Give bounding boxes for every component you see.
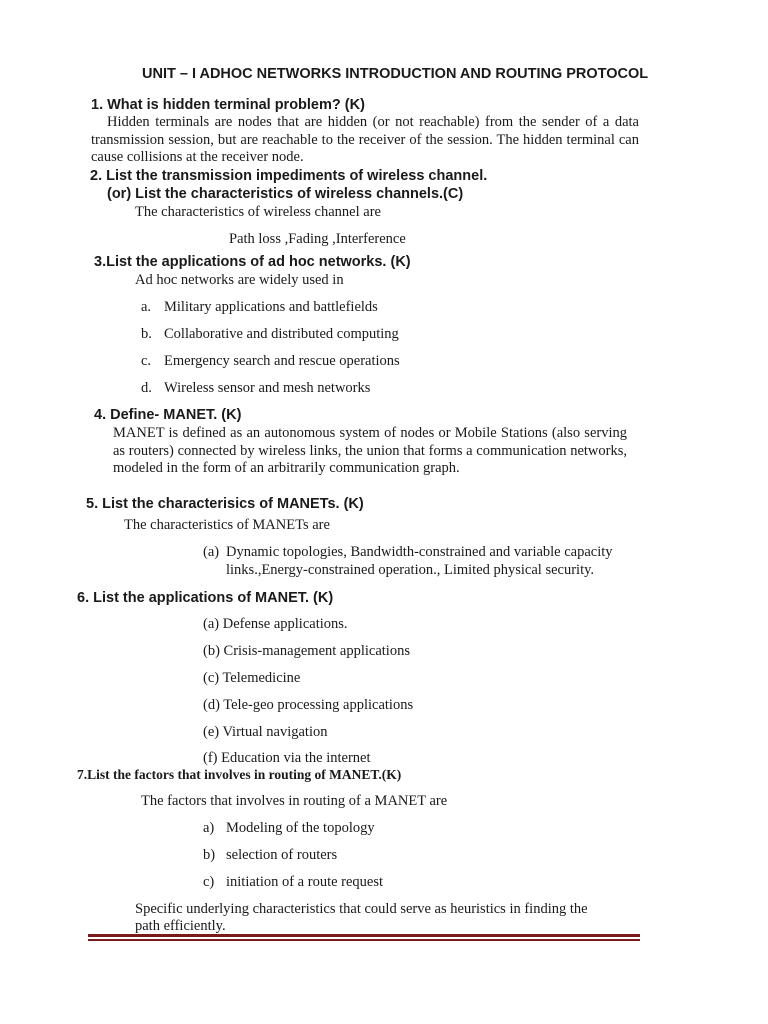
list-item: selection of routers [226,847,338,863]
list-item: Military applications and battlefields [164,299,378,315]
list-item: b) [203,847,216,863]
question-3-heading: 3.List the applications of ad hoc networks. (K) [94,254,411,270]
question-1-answer: Hidden terminals are nodes that are hidden (or not reachable) from the sender of a data transmission session, but are reachable to the receiver of the session. The hidden terminal can cause collisions at the receiver node. [91,114,639,165]
list-item: (b) Crisis-management applications [203,643,410,659]
question-2-heading-alt: (or) List the characteristics of wireless channels.(C) [107,186,464,202]
list-item: a. [141,299,152,315]
list-item: (d) Tele-geo processing applications [203,697,414,713]
list-item: links.,Energy-constrained operation., Limited physical security. [226,562,595,578]
list-item: (a) [203,544,220,560]
question-4-heading: 4. Define- MANET. (K) [94,407,242,423]
footer-divider-thin [88,939,640,941]
list-item: (e) Virtual navigation [203,724,328,740]
question-3-intro: Ad hoc networks are widely used in [135,272,344,288]
document-title: UNIT – I ADHOC NETWORKS INTRODUCTION AND ROUTING PROTOCOL [142,66,649,82]
list-item: Modeling of the topology [226,820,375,836]
list-item: d. [141,380,152,396]
question-5-heading: 5. List the characterisics of MANETs. (K) [86,496,364,512]
list-item: (a) Defense applications. [203,616,348,632]
question-2-heading: 2. List the transmission impediments of wireless channel. [90,168,488,184]
question-4-answer: MANET is defined as an autonomous system of nodes or Mobile Stations (also serving as routers) connected by wireless links, the union that forms a communication networks, modeled in the form of an arbitrarily communication graph. [113,425,627,476]
list-item: (f) Education via the internet [203,750,371,766]
list-item: a) [203,820,215,836]
list-item: Wireless sensor and mesh networks [164,380,371,396]
list-item: Collaborative and distributed computing [164,326,399,342]
question-1-heading: 1. What is hidden terminal problem? (K) [91,97,365,113]
closing-paragraph: path efficiently. [135,918,226,934]
list-item: Dynamic topologies, Bandwidth-constrained and variable capacity [226,544,613,560]
closing-paragraph: Specific underlying characteristics that could serve as heuristics in finding the [135,901,588,917]
question-7-intro: The factors that involves in routing of a MANET are [141,793,448,809]
list-item: Emergency search and rescue operations [164,353,400,369]
list-item: initiation of a route request [226,874,384,890]
question-2-intro: The characteristics of wireless channel are [135,204,381,220]
question-2-answer: Path loss ,Fading ,Interference [229,231,406,247]
list-item: b. [141,326,152,342]
list-item: c. [141,353,152,369]
footer-divider [88,934,640,937]
question-5-intro: The characteristics of MANETs are [124,517,330,533]
list-item: (c) Telemedicine [203,670,301,686]
list-item: c) [203,874,215,890]
question-7-heading: 7.List the factors that involves in routing of MANET.(K) [77,767,402,782]
question-6-heading: 6. List the applications of MANET. (K) [77,590,334,606]
